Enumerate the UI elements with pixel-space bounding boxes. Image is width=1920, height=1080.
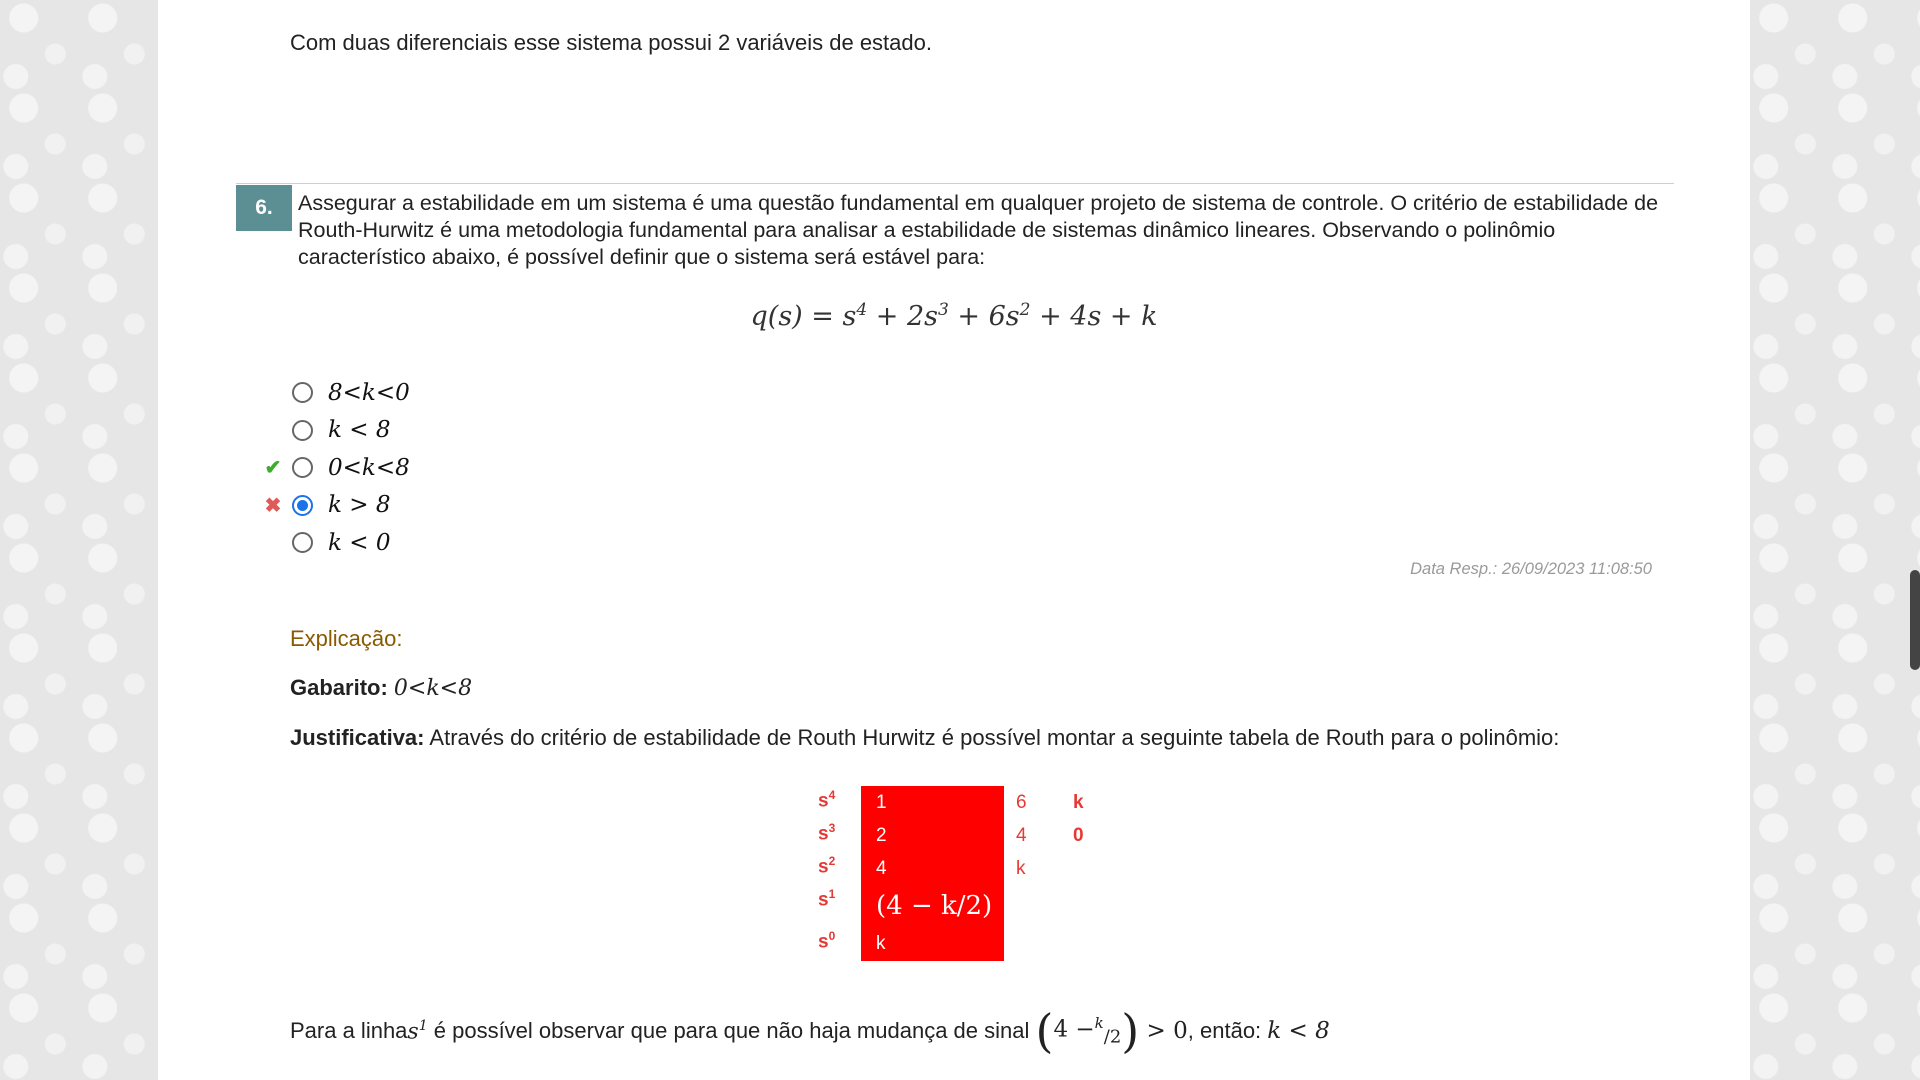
routh-cell: k [1073,792,1084,813]
routh-cell: (4 − k/2) [876,891,993,921]
final-var-letter: s [407,1019,419,1045]
routh-var: s [818,856,829,878]
final-then: , então: [1187,1018,1268,1043]
question-number-badge: 6. [236,185,292,231]
formula-exp: 4 [856,300,868,320]
routh-exp: 4 [828,788,836,802]
routh-row-label [818,887,848,929]
radio-dot [297,500,308,511]
answer-option[interactable] [258,374,410,412]
gabarito-value: 0<k<8 [393,676,473,701]
final-inner-text: 4 − [1053,1017,1095,1044]
answer-option-label: 0<k<8 [328,454,410,481]
paren-open: ( [1035,1004,1054,1058]
routh-column-1 [876,792,992,966]
justificativa-line [290,725,1559,751]
final-result: k < 8 [1267,1018,1330,1044]
radio-button[interactable] [292,532,313,553]
justificativa-text: Através do critério de estabilidade de Routh Hurwitz é possível montar a seguinte tabela de Routh para o polinômio: [429,725,1560,750]
routh-row-label [818,788,848,821]
routh-cell: k [1016,858,1026,879]
final-inner-div: /2 [1103,1026,1122,1048]
radio-button-checked[interactable] [292,495,313,516]
response-date: Data Resp.: 26/09/2023 11:08:50 [1410,560,1652,578]
justificativa-label: Justificativa: [290,725,425,750]
routh-cell: 4 [1016,825,1027,846]
routh-row-label [818,854,848,887]
routh-exp: 2 [828,854,836,868]
answer-option[interactable] [258,524,410,562]
answer-option[interactable] [258,412,410,450]
formula-part: + 4s + k [1030,301,1158,332]
routh-cell: 1 [876,792,887,813]
final-prefix: Para a linha [290,1018,408,1043]
final-gt: > 0 [1139,1018,1188,1044]
routh-row-labels [818,788,848,962]
routh-exp: 1 [828,887,836,901]
routh-var: s [818,931,829,953]
answer-option-selected[interactable] [258,487,410,525]
formula-exp: 3 [938,300,949,320]
wrong-x-icon: ✖ [264,494,282,517]
content-page [158,0,1750,1080]
formula-part: + 6s [948,301,1020,332]
answer-option-label: 8<k<0 [328,379,410,406]
explanation-title: Explicação: [290,626,403,651]
answer-option-label: k > 8 [328,492,391,519]
routh-cell: k [876,933,886,954]
answer-option-correct[interactable] [258,449,410,487]
gabarito-label: Gabarito: [290,675,388,700]
check-icon: ✔ [264,457,282,480]
final-conclusion-line [290,1004,1330,1058]
answer-option-label: k < 8 [328,417,391,444]
routh-var: s [818,790,829,812]
routh-table [818,782,1118,962]
final-inner-k: k [1094,1014,1104,1033]
routh-cell: 6 [1016,792,1027,813]
routh-exp: 0 [828,929,836,943]
routh-row-label [818,929,848,962]
answer-options [258,374,410,562]
background-pattern-left [0,0,158,1080]
formula-exp: 2 [1019,300,1031,320]
final-inner [1053,1014,1121,1047]
final-var-exp: 1 [418,1017,428,1034]
routh-exp: 3 [828,821,836,835]
radio-button[interactable] [292,382,313,403]
background-pattern-right [1750,0,1920,1080]
answer-option-label: k < 0 [328,529,391,556]
routh-cell: 0 [1073,825,1084,846]
final-var [407,1018,427,1044]
paren-close: ) [1121,1004,1140,1058]
previous-explanation-text: Com duas diferenciais esse sistema possui 2 variáveis de estado. [290,30,932,55]
final-mid: é possível observar que para que não haja mudança de sinal [427,1018,1036,1043]
radio-button[interactable] [292,420,313,441]
routh-row-label [818,821,848,854]
gabarito-line [290,675,472,701]
routh-cell: 4 [876,858,887,879]
formula-part: q(s) = s [750,301,857,332]
formula-part: + 2s [867,301,939,332]
routh-var: s [818,889,829,911]
routh-column-3 [1073,792,1084,858]
routh-var: s [818,823,829,845]
characteristic-polynomial [158,300,1750,332]
question-divider [236,183,1674,184]
radio-button[interactable] [292,457,313,478]
question-text: Assegurar a estabilidade em um sistema é uma questão fundamental em qualquer projeto de sistema de controle. O critério de estabilidade de Routh-Hurwitz é uma metodologia fundamental para analisar a estabilidade de sistemas dinâmico lineares. Observando o polinômio característico abaixo, é possível definir que o sistema será estável para: [298,191,1659,269]
scrollbar-thumb[interactable] [1910,570,1920,670]
routh-column-2 [1016,792,1027,891]
routh-cell: 2 [876,825,887,846]
